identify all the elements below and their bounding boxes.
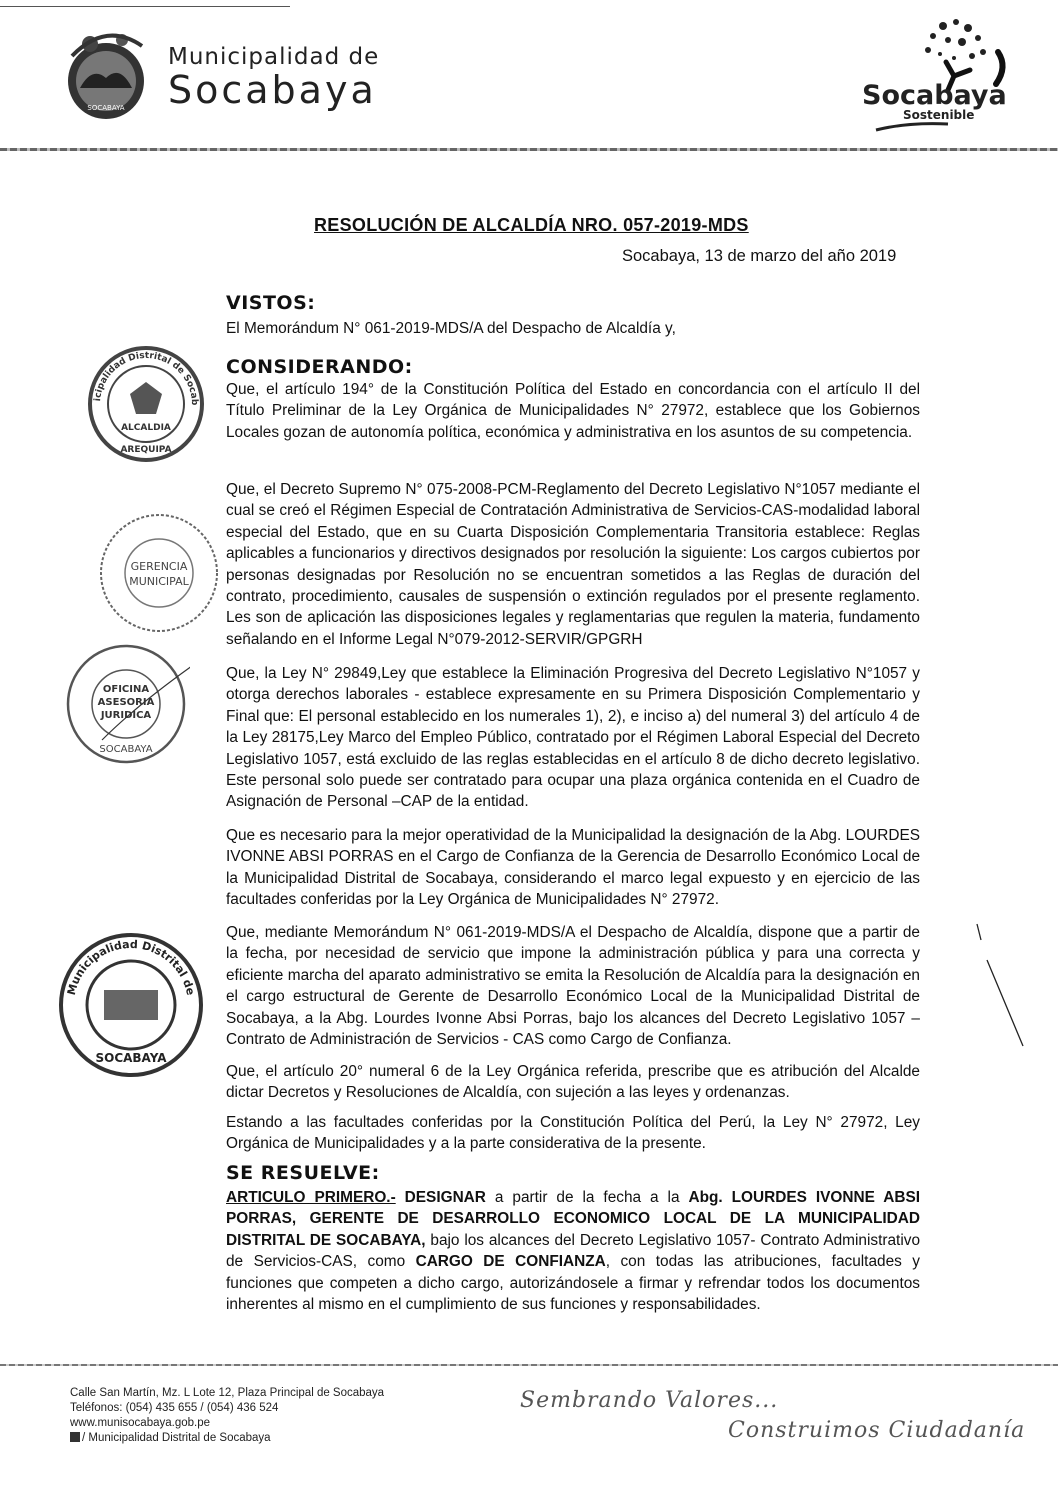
footer-website: www.munisocabaya.gob.pe [70, 1417, 210, 1429]
articulo-primero [226, 1187, 920, 1315]
svg-text:OFICINA: OFICINA [102, 684, 150, 695]
article-cargo: CARGO DE CONFIANZA [415, 1253, 606, 1271]
margin-signature-mark [975, 920, 1025, 1050]
vistos-heading: VISTOS: [226, 292, 316, 314]
considerando-paragraph-3: Que, la Ley N° 29849,Ley que establece la Eliminación Progresiva del Decreto Legislativo N°1057 y otorga derechos laborales - establece expresamente en su Primera Disposición Complementario y Final que: El personal establecido en los numerales 1), 2), e inciso a) del numeral 3) del artículo 4 de la Ley 28175,Ley Marco del Empleo Público, contratado por el Régimen Laboral Especial del Decreto Legislativo 1057, está excluido de las reglas establecidas en el artículo 8 de dicho decreto legislativo. Este personal solo puede ser contratado para ocupar una plaza orgánica contenida en el Cuadro de Asignación de Personal –CAP de la entidad. [226, 665, 920, 811]
svg-text:SOCABAYA: SOCABAYA [87, 104, 125, 112]
article-designee: Abg. LOURDES IVONNE ABSI PORRAS, GERENTE DE DESARROLLO ECONOMICO LOCAL DE LA MUNICIPALIDAD DISTRITAL DE SOCABAYA, [226, 1189, 921, 1249]
gerencia-stamp [96, 510, 222, 636]
secretaria-stamp [56, 930, 206, 1080]
considerando-paragraph-1: Que, el artículo 194° de la Constitución Política del Estado en concordancia con el artículo II del Título Preliminar de la Ley Orgánica de Municipalidades N° 27972, establece que los Gobiernos Locales gozan de autonomía política, económica y administrativa en los asuntos de su competencia. [226, 381, 920, 441]
svg-text:JURIDICA: JURIDICA [100, 710, 152, 721]
logo-right-tagline: Sostenible [903, 108, 975, 122]
municipality-seal-logo [62, 26, 152, 126]
considerando-heading: CONSIDERANDO: [226, 356, 413, 378]
svg-text:Municipalidad Distrital de Soc: icipalidad Distrital de Socab [93, 350, 200, 406]
slogan-line-1: Sembrando Valores... [520, 1388, 779, 1413]
svg-text:MUNICIPAL: MUNICIPAL [129, 575, 189, 588]
resolution-date: Socabaya, 13 de marzo del año 2019 [622, 247, 897, 265]
considerando-paragraph-6: Que, el artículo 20° numeral 6 de la Ley Orgánica referida, prescribe que es atribución del Alcalde dictar Decretos y Resoluciones de Alcaldía, con sujeción a las leyes y ordenanzas. [226, 1063, 920, 1102]
article-text-c: , con todas las atribuciones, facultades y funciones que competen a dicho cargo, autorizándosele a firmar y refrendar todos los documentos inherentes al mismo en el cumplimiento de sus funciones y responsabilidades. [226, 1253, 920, 1314]
alcaldia-stamp [86, 344, 206, 464]
resolution-title: RESOLUCIÓN DE ALCALDÍA NRO. 057-2019-MDS [314, 215, 749, 235]
svg-text:SOCABAYA: SOCABAYA [95, 1051, 167, 1065]
svg-text:GERENCIA: GERENCIA [130, 560, 188, 573]
resuelve-heading: SE RESUELVE: [226, 1162, 380, 1184]
vistos-text: El Memorándum N° 061-2019-MDS/A del Despacho de Alcaldía y, [226, 320, 676, 337]
top-edge-line [0, 6, 290, 7]
asesoria-juridica-stamp [62, 640, 190, 768]
municipality-name: Socabaya [168, 68, 377, 112]
header-divider [0, 148, 1058, 151]
footer-contact [70, 1386, 384, 1446]
footer-divider [0, 1364, 1058, 1366]
svg-text:SOCABAYA: SOCABAYA [99, 744, 153, 755]
article-label: ARTICULO PRIMERO.- [226, 1189, 396, 1206]
municipality-label: Municipalidad de [168, 44, 380, 70]
svg-text:AREQUIPA: AREQUIPA [120, 445, 172, 455]
footer-phones: Teléfonos: (054) 435 655 / (054) 436 524 [70, 1402, 279, 1414]
socabaya-sostenible-logo [858, 12, 1028, 142]
footer-address: Calle San Martín, Mz. L Lote 12, Plaza Principal de Socabaya [70, 1387, 385, 1399]
logo-right-name: Socabaya [862, 80, 1007, 111]
footer-social: / Municipalidad Distrital de Socabaya [82, 1432, 271, 1444]
considerando-paragraph-4: Que es necesario para la mejor operatividad de la Municipalidad la designación de la Abg. LOURDES IVONNE ABSI PORRAS en el Cargo de Confianza de la Gerencia de Desarrollo Económico Local de la Municipalidad Distrital de Socabaya, considerando el marco legal expuesto y en ejercicio de las facultades conferidas por la Ley Orgánica de Municipalidades N° 27972. [226, 827, 920, 909]
article-text-a: a partir de la fecha a la [485, 1189, 689, 1206]
considerando-paragraph-2: Que, el Decreto Supremo N° 075-2008-PCM-Reglamento del Decreto Legislativo N°1057 mediante el cual se creó el Régimen Especial de Contratación Administrativa de Servicios-CAS-modalidad laboral especial del Estado, que en su Cuarta Disposición Complementaria Transitoria establece: Reglas aplicables a funcionarios y directivos designados por resolución la siguiente: Los cargos cubiertos por personas designadas por Resolución no se encuentran sometidos a las Reglas de duración del contrato, procedimiento, causales de suspensión o extinción regulados por el presente reglamento. Les son de aplicación las disposiciones legales y reglamentarias que regulen la materia, fundamento señalando en el Informe Legal N°079-2012-SERVIR/GPGRH [226, 481, 920, 648]
considerando-paragraph-7: Estando a las facultades conferidas por la Constitución Política del Perú, la Ley N° 27972, Ley Orgánica de Municipalidades y a la parte considerativa de la presente. [226, 1114, 920, 1153]
svg-text:ALCALDIA: ALCALDIA [121, 423, 171, 433]
article-verb: DESIGNAR [404, 1189, 486, 1206]
slogan-line-2: Construimos Ciudadanía [728, 1418, 1026, 1443]
facebook-icon [70, 1432, 80, 1442]
considerando-paragraph-5: Que, mediante Memorándum N° 061-2019-MDS/A el Despacho de Alcaldía, dispone que a partir de la fecha, por necesidad de servicio que impone la administración pública y para una correcta y eficiente marcha del aparato administrativo se emita la Resolución de Alcaldía para la designación en el cargo estructural de Gerente de Desarrollo Económico Local de la Municipalidad Distrital de Socabaya, a la Abg. Lourdes Ivonne Absi Porras, bajo los alcances del Decreto Legislativo 1057 – Contrato de Administración de Servicios - CAS como Cargo de Confianza. [226, 924, 920, 1049]
svg-text:Municipalidad Distrital de: Municipalidad Distrital de [64, 937, 198, 997]
article-text-b: bajo los alcances del Decreto Legislativo 1057- Contrato Administrativo de Servicios-CAS, como [226, 1231, 921, 1271]
svg-text:ASESORIA: ASESORIA [97, 697, 155, 708]
